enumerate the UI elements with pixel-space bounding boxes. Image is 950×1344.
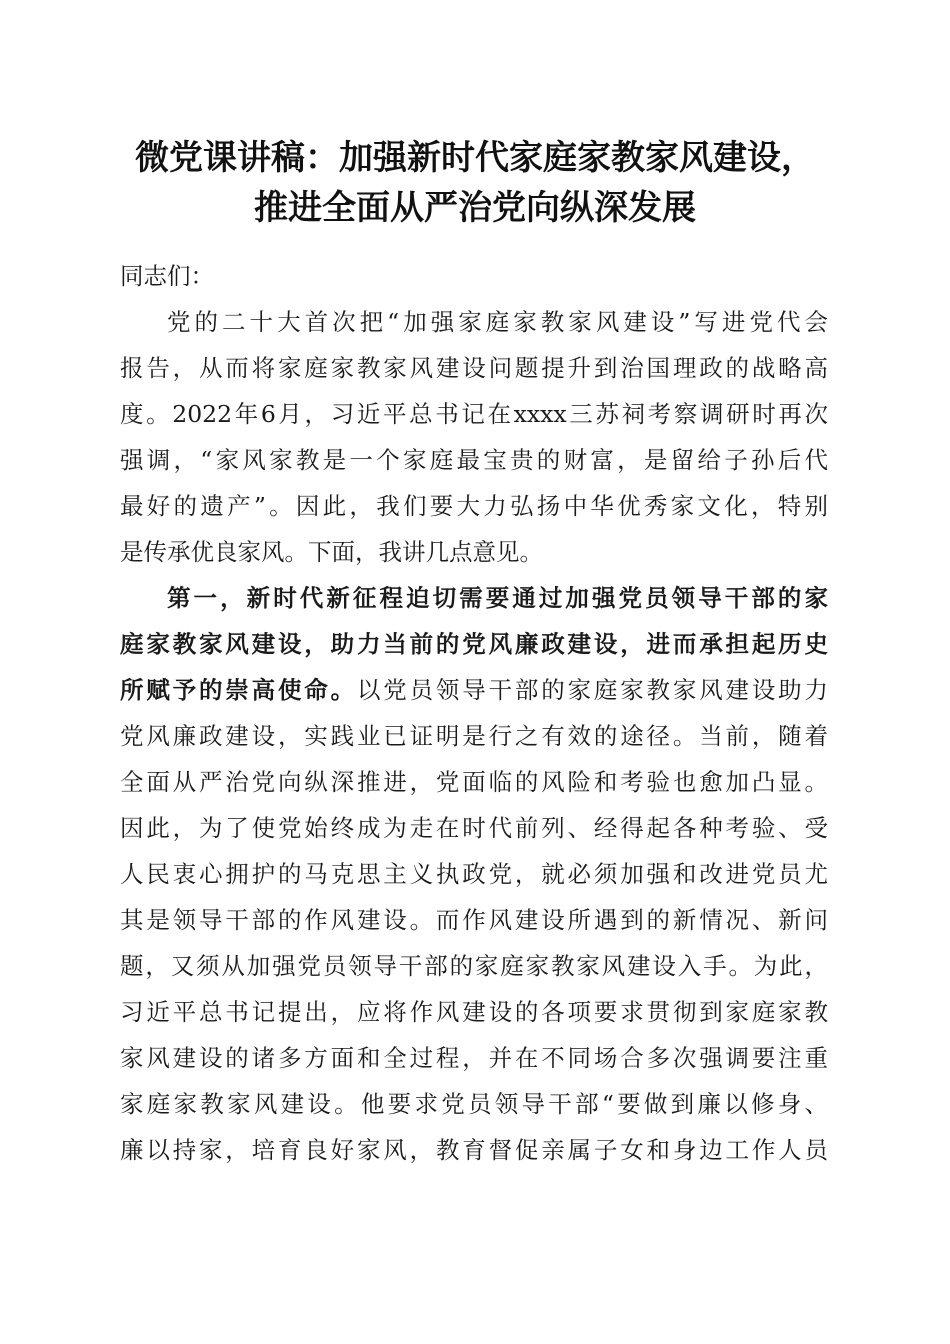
- paragraph-line: 党的二十大首次把“加强家庭家教家风建设”写进党代会: [167, 308, 828, 336]
- title-line-2: 推进全面从严治党向纵深发展: [254, 188, 696, 228]
- paragraph-line: 度。2022年6月，习近平总书记在xxxx三苏祠考察调研时再次: [120, 400, 828, 428]
- document-body: [120, 253, 828, 1173]
- paragraph-line: 家庭家教家风建设。他要求党员领导干部“要做到廉以修身、: [120, 1090, 828, 1118]
- paragraph-line: 习近平总书记提出，应将作风建设的各项要求贯彻到家庭家教: [120, 998, 828, 1026]
- paragraph-line: 人民衷心拥护的马克思主义执政党，就必须加强和改进党员尤: [120, 860, 828, 888]
- greeting: 同志们：: [120, 262, 214, 290]
- document-title: [100, 133, 850, 233]
- paragraph-normal-head: 以党员领导干部的家庭家教家风建设助力: [356, 676, 829, 704]
- paragraph-line: 强调，“家风家教是一个家庭最宝贵的财富，是留给子孙后代: [120, 446, 828, 474]
- paragraph-2: [120, 575, 828, 1173]
- paragraph-line: 其是领导干部的作风建设。而作风建设所遇到的新情况、新问: [120, 906, 828, 934]
- paragraph-line: 最好的遗产”。因此，我们要大力弘扬中华优秀家文化，特别: [120, 492, 828, 520]
- paragraph-line: 因此，为了使党始终成为走在时代前列、经得起各种考验、受: [120, 814, 828, 842]
- paragraph-line: 全面从严治党向纵深推进，党面临的风险和考验也愈加凸显。: [120, 768, 828, 796]
- paragraph-line: 报告，从而将家庭家教家风建设问题提升到治国理政的战略高: [120, 354, 828, 382]
- paragraph-line: 家风建设的诸多方面和全过程，并在不同场合多次强调要注重: [120, 1044, 828, 1072]
- paragraph-bold-tail: 所赋予的崇高使命。: [120, 676, 357, 704]
- paragraph-line-bold: 庭家教家风建设，助力当前的党风廉政建设，进而承担起历史: [120, 630, 828, 658]
- title-line-1: 微党课讲稿：加强新时代家庭家教家风建设，: [135, 138, 815, 178]
- paragraph-line: 党风廉政建设，实践业已证明是行之有效的途径。当前，随着: [120, 722, 828, 750]
- paragraph-line: 题，又须从加强党员领导干部的家庭家教家风建设入手。为此，: [120, 952, 828, 980]
- paragraph-line: 是传承优良家风。下面，我讲几点意见。: [120, 538, 543, 566]
- paragraph-line-bold: 第一，新时代新征程迫切需要通过加强党员领导干部的家: [167, 584, 828, 612]
- paragraph-1: [120, 299, 828, 575]
- paragraph-line-mixed: [120, 667, 828, 713]
- paragraph-line: 廉以持家，培育良好家风，教育督促亲属子女和身边工作人员: [120, 1136, 828, 1164]
